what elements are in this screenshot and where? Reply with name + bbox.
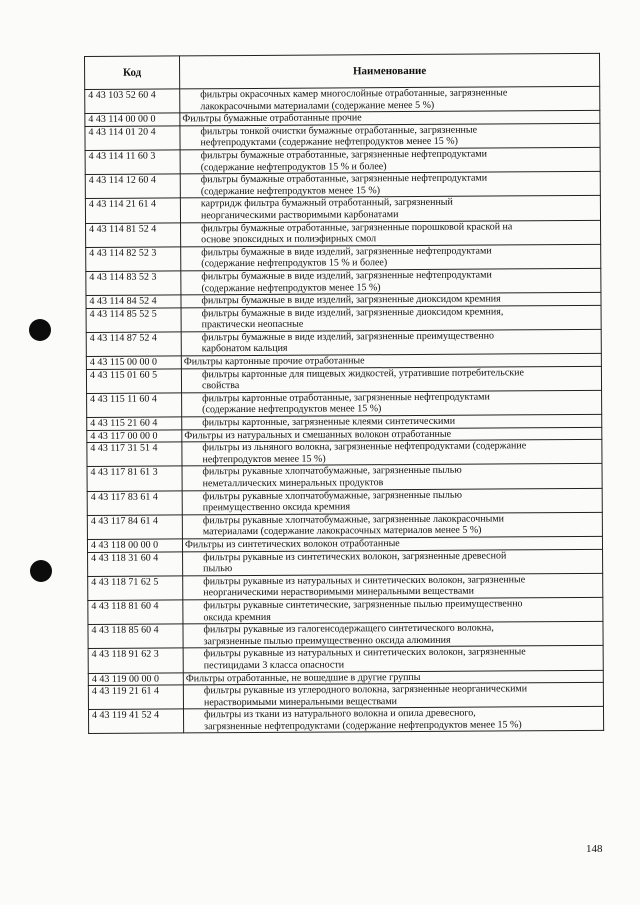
waste-name: фильтры рукавные из галогенсодержащего синтетического волокна, загрязненные пылью преимущественно оксида алюминия	[183, 621, 603, 648]
waste-code: 4 43 114 00 00 0	[85, 113, 180, 126]
waste-name: фильтры рукавные из углеродного волокна, загрязненные неорганическими нерастворимыми минеральными веществами	[183, 682, 603, 709]
table-row	[86, 366, 601, 393]
table-row	[88, 646, 603, 673]
table-row	[86, 329, 601, 356]
table-row	[88, 573, 603, 600]
table-header-row	[85, 53, 600, 89]
waste-code: 4 43 114 82 52 3	[86, 247, 181, 272]
table-row	[88, 597, 603, 624]
table-row	[87, 390, 602, 417]
waste-name: фильтры картонные для пищевых жидкостей, утратившие потребительские свойства	[181, 366, 601, 393]
waste-code: 4 43 114 87 52 4	[86, 332, 181, 357]
waste-name: фильтры рукавные из синтетических волокон, загрязненные древесной пылью	[183, 549, 603, 576]
table-row	[87, 512, 602, 539]
table-row	[86, 244, 601, 271]
waste-name: фильтры из ткани из натурального волокна и опила древесного, загрязненные нефтепродуктами (содержание нефтепродуктов менее 15 %)	[183, 707, 603, 734]
waste-code: 4 43 118 71 62 5	[88, 576, 183, 601]
waste-code: 4 43 115 01 60 5	[86, 369, 181, 394]
waste-name: фильтры бумажные отработанные, загрязненные нефтепродуктами (содержание нефтепродуктов менее 15 %)	[180, 172, 600, 199]
table-row	[86, 305, 601, 332]
waste-name: фильтры бумажные в виде изделий, загрязненные преимущественно карбонатом кальция	[181, 329, 601, 356]
waste-code: 4 43 117 84 61 4	[87, 515, 182, 540]
waste-code: 4 43 119 00 00 0	[88, 672, 183, 685]
name-column-header: Наименование	[180, 53, 600, 89]
table-row	[86, 268, 601, 295]
table-row	[85, 196, 600, 223]
waste-name: фильтры рукавные синтетические, загрязненные пылью преимущественно оксида кремния	[183, 597, 603, 624]
waste-code: 4 43 103 52 60 4	[85, 89, 180, 114]
waste-code: 4 43 117 81 61 3	[87, 466, 182, 491]
waste-name: фильтры рукавные хлопчатобумажные, загрязненные пылью неметаллических минеральных продуктов	[182, 464, 602, 491]
waste-code: 4 43 119 41 52 4	[88, 709, 183, 734]
table-row	[86, 220, 601, 247]
table-row	[87, 440, 602, 467]
waste-code: 4 43 114 01 20 4	[85, 126, 180, 151]
table-row	[85, 147, 600, 174]
waste-name: фильтры картонные, загрязненные клеями синтетическими	[182, 414, 602, 429]
waste-code: 4 43 117 00 00 0	[87, 430, 182, 443]
waste-code-table	[84, 53, 604, 735]
waste-name: фильтры окрасочных камер многослойные отработанные, загрязненные лакокрасочными материалами (содержание менее 5 %)	[180, 86, 600, 113]
waste-code: 4 43 114 83 52 3	[86, 271, 181, 296]
table-row	[88, 621, 603, 648]
waste-name: фильтры рукавные хлопчатобумажные, загрязненные пылью преимущественно оксида кремния	[182, 488, 602, 515]
waste-name: Фильтры отработанные, не вошедшие в другие группы	[183, 670, 603, 685]
waste-code: 4 43 114 81 52 4	[86, 222, 181, 247]
waste-code: 4 43 118 81 60 4	[88, 600, 183, 625]
waste-code: 4 43 114 11 60 3	[85, 150, 180, 175]
waste-code: 4 43 114 85 52 5	[86, 308, 181, 333]
page-number: 148	[586, 843, 603, 855]
waste-name: Фильтры из синтетических волокон отработанные	[182, 536, 602, 551]
waste-name: фильтры бумажные отработанные, загрязненные нефтепродуктами (содержание нефтепродуктов 15 % и более)	[180, 147, 600, 174]
waste-code: 4 43 114 21 61 4	[85, 198, 180, 223]
table-row	[87, 464, 602, 491]
waste-code: 4 43 117 83 61 4	[87, 491, 182, 516]
table-body	[85, 86, 604, 734]
waste-code: 4 43 115 11 60 4	[87, 393, 182, 418]
table-row	[88, 682, 603, 709]
table-row	[88, 707, 603, 734]
table-row	[88, 549, 603, 576]
waste-code: 4 43 118 91 62 3	[88, 648, 183, 673]
waste-name: фильтры рукавные из натуральных и синтетических волокон, загрязненные неорганическими нерастворимыми минеральными веществами	[183, 573, 603, 600]
waste-name: Фильтры из натуральных и смешанных волокон отработанные	[182, 427, 602, 442]
waste-name: фильтры рукавные из натуральных и синтетических волокон, загрязненные пестицидами 3 класса опасности	[183, 646, 603, 673]
waste-code: 4 43 118 31 60 4	[88, 551, 183, 576]
waste-name: фильтры из льняного волокна, загрязненные нефтепродуктами (содержание нефтепродуктов менее 15 %)	[182, 440, 602, 467]
waste-name: фильтры бумажные отработанные, загрязненные порошковой краской на основе эпоксидных и полиэфирных смол	[181, 220, 601, 247]
punch-hole	[29, 319, 51, 341]
table-row	[87, 488, 602, 515]
waste-code: 4 43 119 21 61 4	[88, 685, 183, 710]
waste-code: 4 43 117 31 51 4	[87, 442, 182, 467]
code-column-header: Код	[85, 56, 180, 90]
waste-name: фильтры бумажные в виде изделий, загрязненные нефтепродуктами (содержание нефтепродуктов 15 % и более)	[181, 244, 601, 271]
waste-code: 4 43 114 84 52 4	[86, 295, 181, 308]
punch-hole	[30, 560, 52, 582]
waste-name: картридж фильтра бумажный отработанный, загрязненный неорганическими растворимыми карбонатами	[180, 196, 600, 223]
waste-name: фильтры бумажные в виде изделий, загрязненные нефтепродуктами (содержание нефтепродуктов менее 15 %)	[181, 268, 601, 295]
table-row	[85, 172, 600, 199]
waste-name: фильтры рукавные хлопчатобумажные, загрязненные лакокрасочными материалами (содержание лакокрасочных материалов менее 5 %)	[182, 512, 602, 539]
waste-name: Фильтры картонные прочие отработанные	[181, 353, 601, 368]
table-row	[85, 123, 600, 150]
waste-code: 4 43 115 21 60 4	[87, 417, 182, 430]
waste-code: 4 43 114 12 60 4	[85, 174, 180, 199]
waste-name: Фильтры бумажные отработанные прочие	[180, 111, 600, 126]
waste-name: фильтры бумажные в виде изделий, загрязненные диоксидом кремния	[181, 292, 601, 307]
waste-code: 4 43 118 85 60 4	[88, 624, 183, 649]
waste-code: 4 43 115 00 00 0	[86, 356, 181, 369]
waste-code: 4 43 118 00 00 0	[87, 539, 182, 552]
waste-name: фильтры тонкой очистки бумажные отработанные, загрязненные нефтепродуктами (содержание нефтепродуктов менее 15 %)	[180, 123, 600, 150]
waste-name: фильтры бумажные в виде изделий, загрязненные диоксидом кремния, практически неопасные	[181, 305, 601, 332]
waste-name: фильтры картонные отработанные, загрязненные нефтепродуктами (содержание нефтепродуктов менее 15 %)	[182, 390, 602, 417]
table-row	[85, 86, 600, 113]
